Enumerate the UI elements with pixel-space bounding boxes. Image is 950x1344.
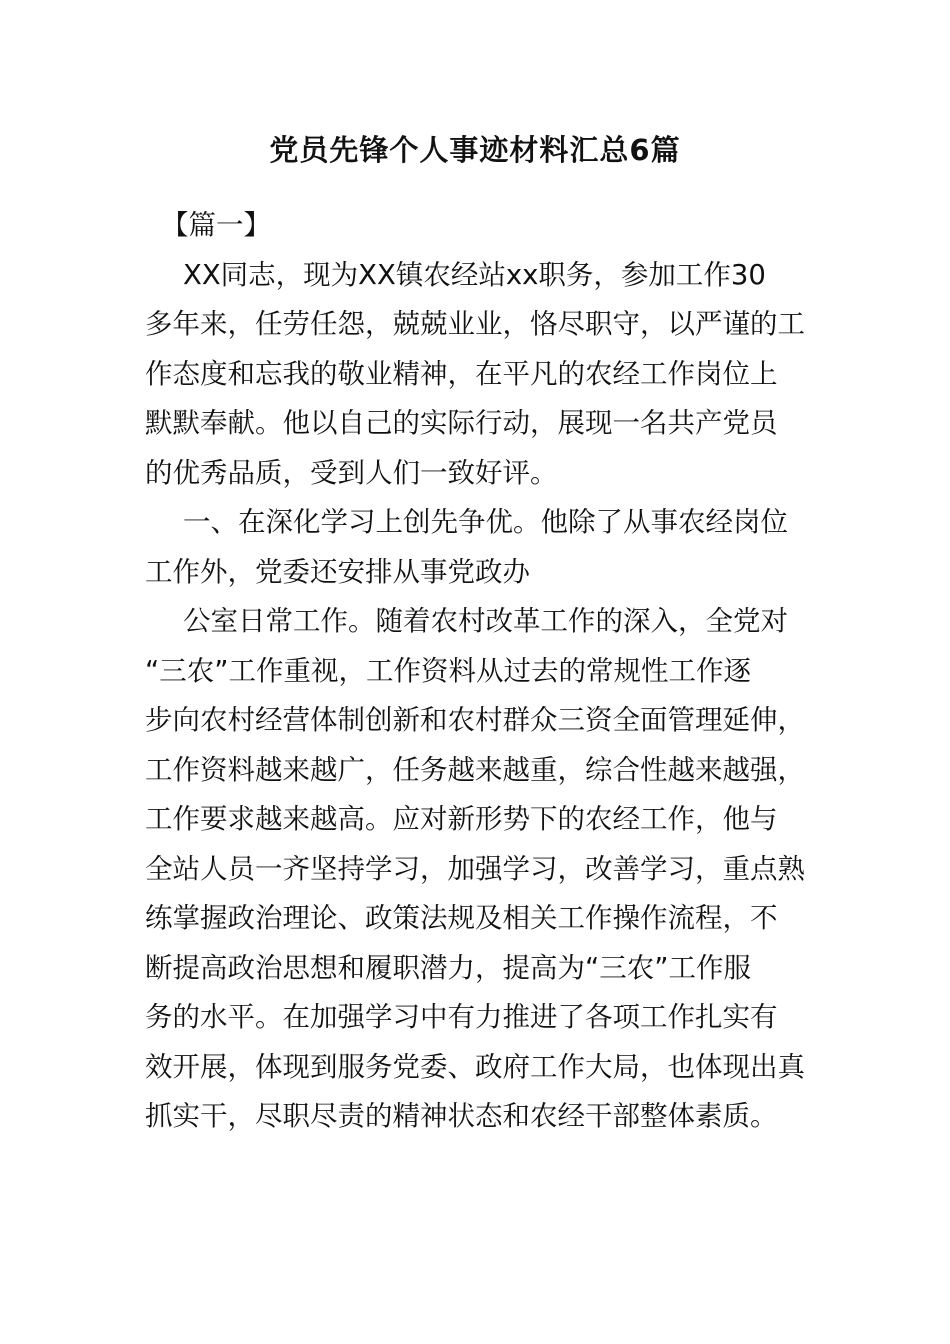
paragraph-line: 的优秀品质，受到人们一致好评。: [145, 456, 558, 489]
paragraph-line: 步向农村经营体制创新和农村群众三资全面管理延伸，: [145, 704, 805, 736]
paragraph-line: XX同志，现为XX镇农经站xx职务，参加工作30: [183, 258, 766, 291]
paragraph-line: 工作要求越来越高。应对新形势下的农经工作，他与: [145, 803, 778, 835]
document-title: 党员先锋个人事迹材料汇总6篇: [269, 133, 681, 167]
paragraph-line: 抓实干，尽职尽责的精神状态和农经干部整体素质。: [145, 1100, 778, 1132]
paragraph-line: 一、在深化学习上创先争优。他除了从事农经岗位: [183, 506, 788, 538]
paragraph-line: 工作资料越来越广，任务越来越重，综合性越来越强，: [145, 753, 805, 786]
paragraph-line: “三农”工作重视，工作资料从过去的常规性工作逐: [145, 654, 751, 687]
paragraph-line: 断提高政治思想和履职潜力，提高为“三农”工作服: [145, 951, 751, 984]
paragraph-line: 工作外，党委还安排从事党政办: [145, 555, 530, 588]
document-body: [145, 201, 813, 1142]
paragraph-line: 公室日常工作。随着农村改革工作的深入，全党对: [183, 605, 788, 637]
paragraph-line: 作态度和忘我的敬业精神，在平凡的农经工作岗位上: [145, 357, 778, 390]
paragraph-line: 效开展，体现到服务党委、政府工作大局，也体现出真: [145, 1050, 805, 1083]
section-heading: 【篇一】: [161, 209, 271, 241]
paragraph-line: 默默奉献。他以自己的实际行动，展现一名共产党员: [145, 407, 778, 439]
paragraph-line: 务的水平。在加强学习中有力推进了各项工作扎实有: [145, 1001, 778, 1033]
paragraph-line: 多年来，任劳任怨，兢兢业业，恪尽职守，以严谨的工: [145, 308, 805, 340]
paragraph-line: 练掌握政治理论、政策法规及相关工作操作流程，不: [145, 902, 778, 934]
paragraph-line: 全站人员一齐坚持学习，加强学习，改善学习，重点熟: [145, 852, 805, 885]
